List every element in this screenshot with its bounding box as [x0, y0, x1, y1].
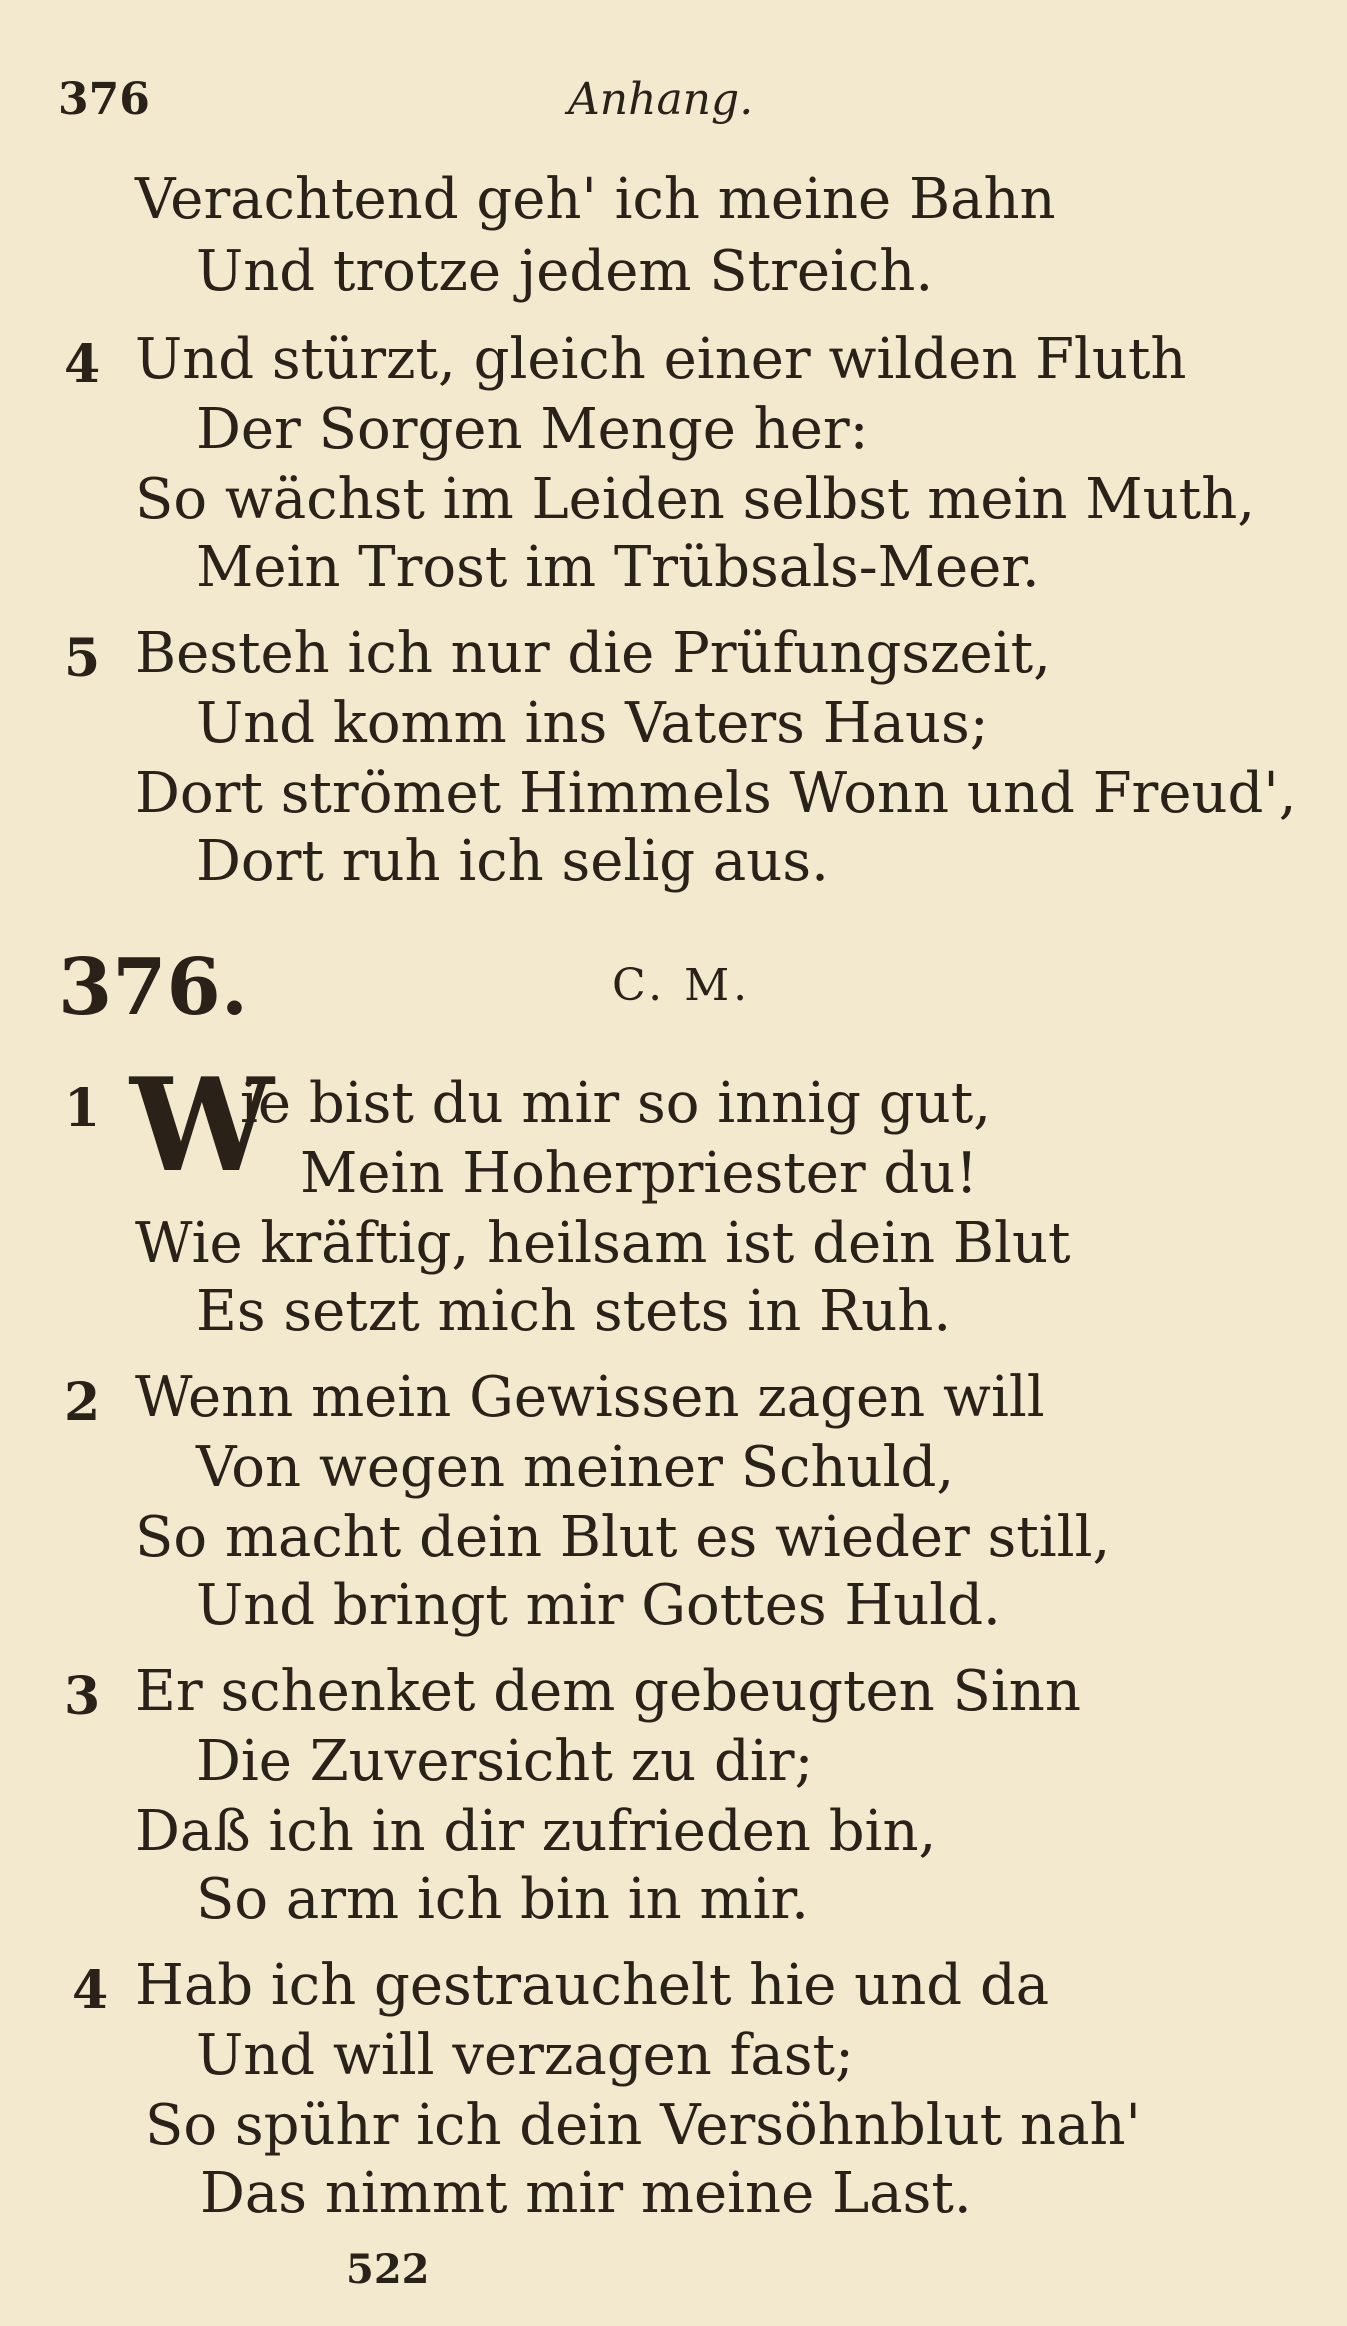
verse-line: Dort strömet Himmels Wonn und Freud', [135, 761, 1297, 826]
verse-line: Es setzt mich stets in Ruh. [196, 1279, 952, 1344]
continuation-line: Verachtend geh' ich meine Bahn [135, 167, 1056, 232]
verse-line: Wenn mein Gewissen zagen will [135, 1365, 1045, 1430]
verse-line: So spühr ich dein Versöhnblut nah' [145, 2093, 1141, 2158]
drop-cap: W [130, 1051, 274, 1201]
verse-line: Und bringt mir Gottes Huld. [196, 1573, 1001, 1638]
verse-number: 3 [64, 1666, 101, 1727]
verse-number: 4 [72, 1960, 109, 2021]
signature-mark: 522 [346, 2246, 430, 2293]
hymn-number: 376. [58, 942, 248, 1033]
verse-line: Dort ruh ich selig aus. [196, 829, 829, 894]
verse-line: Er schenket dem gebeugten Sinn [135, 1659, 1081, 1724]
verse-line: Besteh ich nur die Prüfungszeit, [135, 621, 1051, 686]
verse-line: So arm ich bin in mir. [196, 1867, 809, 1932]
verse-line: Der Sorgen Menge her: [196, 397, 869, 462]
verse-line: Mein Hoherpriester du! [300, 1141, 978, 1206]
verse-line: So macht dein Blut es wieder still, [135, 1505, 1111, 1570]
hymn-meter: C. M. [612, 960, 752, 1011]
verse-number: 5 [64, 628, 101, 689]
running-title: Anhang. [568, 74, 754, 125]
verse-line: Die Zuversicht zu dir; [196, 1729, 814, 1794]
verse-line: Hab ich gestrauchelt hie und da [135, 1953, 1050, 2018]
verse-line: Mein Trost im Trübsals-Meer. [196, 535, 1040, 600]
verse-line: Das nimmt mir meine Last. [200, 2161, 972, 2226]
verse-number: 4 [64, 334, 101, 395]
verse-line: Und stürzt, gleich einer wilden Fluth [135, 327, 1187, 392]
page-number: 376 [58, 74, 150, 125]
verse-line: So wächst im Leiden selbst mein Muth, [135, 467, 1256, 532]
verse-number: 1 [64, 1078, 101, 1139]
verse-line: Und komm ins Vaters Haus; [196, 691, 989, 756]
verse-line: Daß ich in dir zufrieden bin, [135, 1799, 937, 1864]
verse-line: ie bist du mir so innig gut, [240, 1071, 992, 1136]
verse-line: Und will verzagen fast; [196, 2023, 854, 2088]
verse-number: 2 [64, 1372, 101, 1433]
verse-line: Wie kräftig, heilsam ist dein Blut [135, 1211, 1071, 1276]
continuation-line: Und trotze jedem Streich. [196, 239, 934, 304]
verse-line: Von wegen meiner Schuld, [196, 1435, 955, 1500]
